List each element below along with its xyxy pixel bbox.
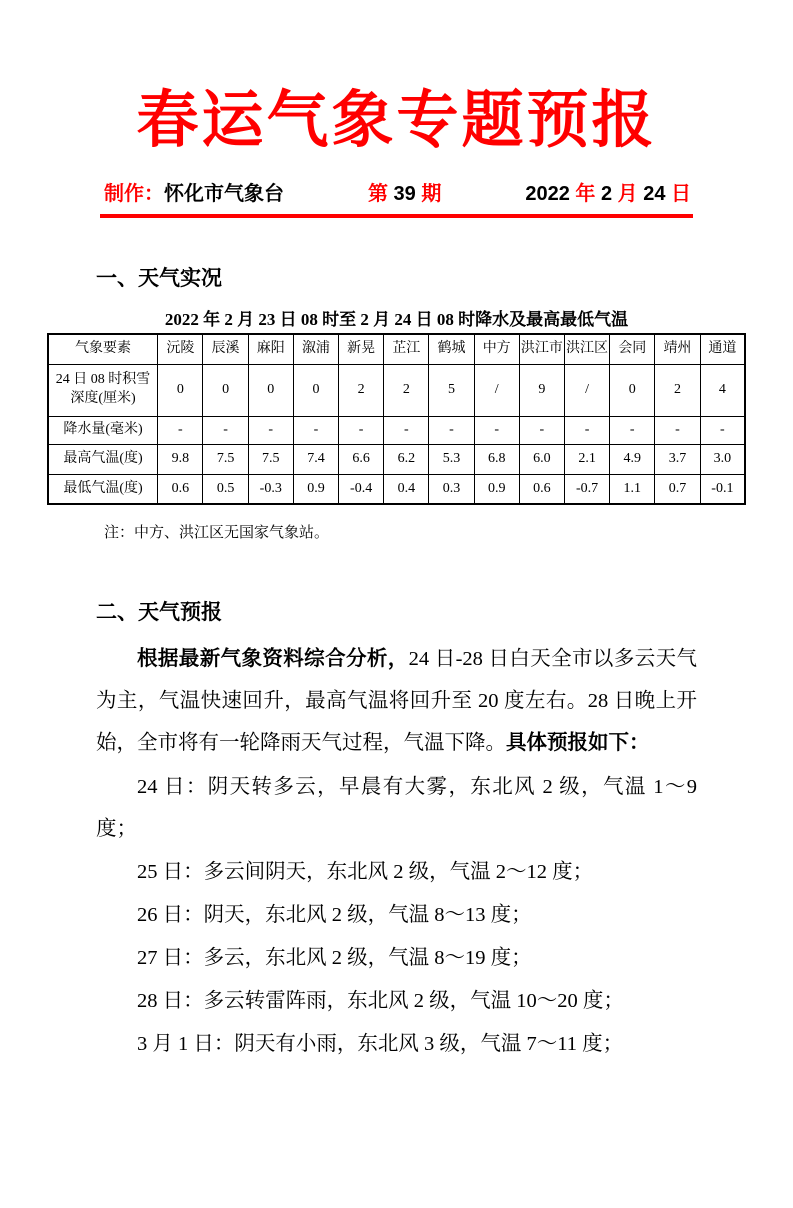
document-page [0,86,793,1065]
table-cell: - [339,416,384,444]
issue-suffix: 期 [421,183,442,206]
table-column-header: 会同 [610,334,655,364]
date-year-unit: 年 [575,183,596,206]
forecast-intro-bold-tail: 具体预报如下： [506,731,650,755]
date-month: 2 [595,183,618,206]
masthead [104,177,691,206]
table-row [48,474,745,504]
masthead-issue [368,177,441,206]
table-cell: 2.1 [564,444,609,474]
table-cell: - [248,416,293,444]
forecast-item: 26 日：阴天，东北风 2 级，气温 8～13 度； [137,904,532,927]
document-title: 春运气象专题预报 [136,87,657,155]
table-cell: 6.6 [339,444,384,474]
table-column-header: 麻阳 [248,334,293,364]
table-cell: -0.3 [248,474,293,504]
table-cell: 0.9 [474,474,519,504]
table-cell: 5 [429,364,474,416]
masthead-date [525,177,691,206]
table-cell: 0.3 [429,474,474,504]
table-cell: - [610,416,655,444]
table-cell: - [429,416,474,444]
table-cell: / [564,364,609,416]
forecast-item: 3 月 1 日：阴天有小雨，东北风 3 级，气温 7～11 度； [137,1033,624,1056]
table-cell: 0 [610,364,655,416]
table-cell: 0 [248,364,293,416]
table-cell: 0 [293,364,338,416]
table-row-label: 最低气温(度) [48,474,158,504]
section-heading-observation: 一、天气实况 [96,267,222,291]
table-cell: / [474,364,519,416]
table-cell: 3.7 [655,444,700,474]
table-cell: 4.9 [610,444,655,474]
table-cell: - [384,416,429,444]
table-cell: 0.5 [203,474,248,504]
table-cell: 6.0 [519,444,564,474]
table-row-label: 24 日 08 时积雪深度(厘米) [48,364,158,416]
table-cell: - [158,416,203,444]
weather-table-head [48,334,745,364]
forecast-intro-bold-lead: 根据最新气象资料综合分析， [137,647,409,671]
table-cell: - [655,416,700,444]
table-cell: 2 [655,364,700,416]
table-cell: -0.1 [700,474,745,504]
table-column-header: 通道 [700,334,745,364]
weather-table [47,333,746,505]
forecast-item: 25 日：多云间阴天，东北风 2 级，气温 2～12 度； [137,861,594,884]
table-cell: - [564,416,609,444]
issue-number: 39 [387,183,422,206]
section-heading-forecast: 二、天气预报 [96,601,222,625]
table-cell: - [700,416,745,444]
table-row [48,444,745,474]
forecast-intro-text: 24 日-28 日白天全市以多云天气为主，气温快速回升，最高气温将回升至 20 度左右。28 日晚上开始，全市将有一轮降雨天气过程，气温下降。 [96,648,698,755]
forecast-item: 27 日：多云，东北风 2 级，气温 8～19 度； [137,947,532,970]
table-cell: 0.6 [519,474,564,504]
table-row [48,416,745,444]
table-column-header: 新晃 [339,334,384,364]
weather-table-title: 2022 年 2 月 23 日 08 时至 2 月 24 日 08 时降水及最高最低气温 [164,310,629,330]
table-cell: 0.7 [655,474,700,504]
table-column-header: 气象要素 [48,334,158,364]
table-column-header: 溆浦 [293,334,338,364]
red-divider-rule [100,214,693,218]
forecast-list [0,766,793,1065]
table-cell: 2 [339,364,384,416]
table-cell: 7.5 [248,444,293,474]
masthead-producer [104,177,284,206]
table-column-header: 靖州 [655,334,700,364]
table-cell: 6.2 [384,444,429,474]
table-column-header: 洪江市 [519,334,564,364]
table-row-label: 降水量(毫米) [48,416,158,444]
table-row-label: 最高气温(度) [48,444,158,474]
table-cell: 0 [203,364,248,416]
table-cell: 0.6 [158,474,203,504]
table-column-header: 鹤城 [429,334,474,364]
table-column-header: 辰溪 [203,334,248,364]
table-cell: 0.9 [293,474,338,504]
table-cell: 4 [700,364,745,416]
table-cell: 6.8 [474,444,519,474]
producer-label: 制作： [104,183,164,206]
table-cell: 0 [158,364,203,416]
forecast-item: 28 日：多云转雷阵雨，东北风 2 级，气温 10～20 度； [137,990,624,1013]
table-column-header: 沅陵 [158,334,203,364]
table-footnote: 注：中方、洪江区无国家气象站。 [104,525,330,542]
table-cell: 7.5 [203,444,248,474]
table-cell: - [203,416,248,444]
table-cell: 7.4 [293,444,338,474]
table-row [48,364,745,416]
table-cell: 9.8 [158,444,203,474]
date-day-unit: 日 [671,183,691,206]
table-cell: -0.7 [564,474,609,504]
table-cell: - [293,416,338,444]
date-day: 24 [637,183,671,206]
forecast-intro-paragraph [96,638,697,764]
issue-prefix: 第 [367,183,388,206]
table-cell: -0.4 [339,474,384,504]
table-cell: 2 [384,364,429,416]
table-column-header: 中方 [474,334,519,364]
table-header-row [48,334,745,364]
forecast-item: 24 日：阴天转多云，早晨有大雾，东北风 2 级，气温 1～9 度； [96,776,697,841]
table-cell: 5.3 [429,444,474,474]
weather-table-body [48,364,745,504]
table-cell: 1.1 [610,474,655,504]
date-month-unit: 月 [617,183,638,206]
date-year: 2022 [525,183,576,206]
table-cell: - [519,416,564,444]
table-cell: 9 [519,364,564,416]
table-cell: 0.4 [384,474,429,504]
table-column-header: 洪江区 [564,334,609,364]
table-cell: 3.0 [700,444,745,474]
table-cell: - [474,416,519,444]
producer-name: 怀化市气象台 [164,183,284,206]
table-column-header: 芷江 [384,334,429,364]
